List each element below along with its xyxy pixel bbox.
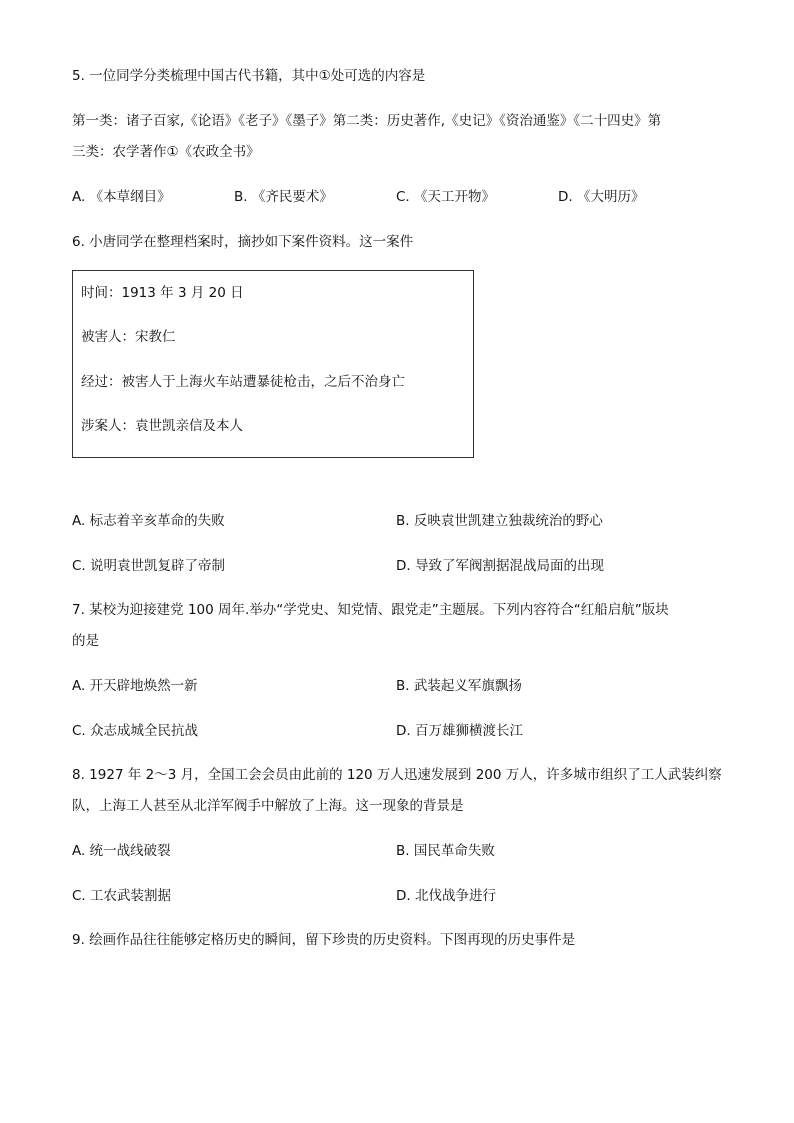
q5-option-d: D. 《大明历》 xyxy=(558,189,645,205)
q7-option-a: A. 开天辟地焕然一新 xyxy=(72,678,198,694)
case-process: 经过：被害人于上海火车站遭暴徒枪击，之后不治身亡 xyxy=(81,374,405,390)
q9-stem: 9. 绘画作品往往能够定格历史的瞬间，留下珍贵的历史资料。下图再现的历史事件是 xyxy=(72,932,576,948)
q5-stem: 5. 一位同学分类梳理中国古代书籍，其中①处可选的内容是 xyxy=(72,68,426,84)
q6-option-a: A. 标志着辛亥革命的失败 xyxy=(72,513,225,529)
q6-option-b: B. 反映袁世凯建立独裁统治的野心 xyxy=(396,513,603,529)
q8-option-d: D. 北伐战争进行 xyxy=(396,888,496,904)
case-victim: 被害人：宋教仁 xyxy=(81,329,176,345)
q5-option-b: B. 《齐民要术》 xyxy=(234,189,333,205)
q5-option-c: C. 《天工开物》 xyxy=(396,189,496,205)
q6-option-d: D. 导致了军阀割据混战局面的出现 xyxy=(396,558,604,574)
q8-option-a: A. 统一战线破裂 xyxy=(72,843,171,859)
case-time: 时间：1913 年 3 月 20 日 xyxy=(81,285,244,301)
q7-option-b: B. 武装起义军旗飘扬 xyxy=(396,678,522,694)
q8-option-c: C. 工农武装割据 xyxy=(72,888,172,904)
q5-line2: 第一类：诸子百家,《论语》《老子》《墨子》第二类：历史著作,《史记》《资治通鉴》《二十四史》第 xyxy=(72,113,662,129)
q7-option-d: D. 百万雄狮横渡长江 xyxy=(396,723,523,739)
q8-option-b: B. 国民革命失败 xyxy=(396,843,495,859)
q8-line2: 队，上海工人甚至从北洋军阀手中解放了上海。这一现象的背景是 xyxy=(72,798,464,814)
q8-stem: 8. 1927 年 2～3 月，全国工会会员由此前的 120 万人迅速发展到 200 万人，许多城市组织了工人武装纠察 xyxy=(72,767,722,783)
q5-line3: 三类：农学著作①《农政全书》 xyxy=(72,144,260,160)
q6-stem: 6. 小唐同学在整理档案时，摘抄如下案件资料。这一案件 xyxy=(72,234,414,250)
case-record-box xyxy=(72,270,474,458)
case-suspect: 涉案人：袁世凯亲信及本人 xyxy=(81,418,243,434)
q6-option-c: C. 说明袁世凯复辟了帝制 xyxy=(72,558,226,574)
q5-option-a: A. 《本草纲目》 xyxy=(72,189,171,205)
q7-stem: 7. 某校为迎接建党 100 周年.举办“学党史、知党情、跟党走”主题展。下列内容符合“红船启航”版块 xyxy=(72,602,669,618)
q7-line2: 的是 xyxy=(72,633,99,649)
q7-option-c: C. 众志成城全民抗战 xyxy=(72,723,199,739)
